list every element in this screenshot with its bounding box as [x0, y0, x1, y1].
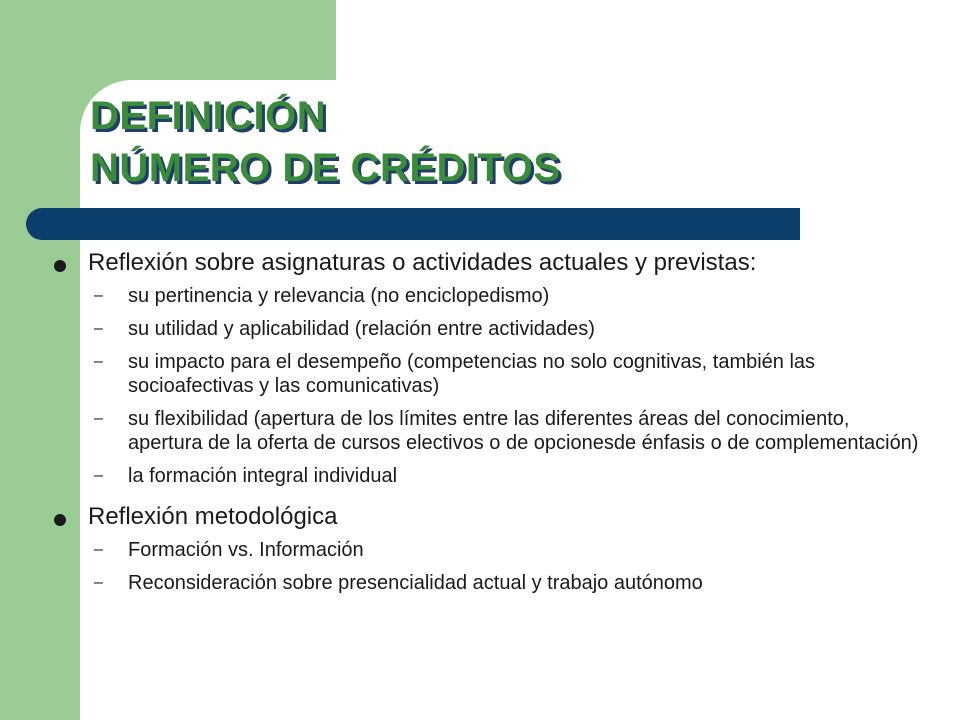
- title-line-1: DEFINICIÓN: [90, 94, 327, 138]
- dash-marker: –: [94, 320, 103, 337]
- bullet-dot-icon: [54, 260, 66, 272]
- sub-item-text: su impacto para el desempeño (competencias no solo cognitivas, también las socioafectivas y las comunicativas): [128, 351, 816, 397]
- sub-item-text: su flexibilidad (apertura de los límites entre las diferentes áreas del conocimiento, apertura de la oferta de cursos electivos o de opcionesde énfasis o de complementación): [128, 408, 919, 454]
- sub-item-text: Reconsideración sobre presencialidad actual y trabajo autónomo: [128, 572, 703, 594]
- bullet-dot-icon: [54, 514, 66, 526]
- sub-item-text: su pertinencia y relevancia (no enciclopedismo): [128, 285, 550, 307]
- slide-title: [90, 90, 790, 194]
- bullet-text: Reflexión sobre asignaturas o actividades actuales y previstas:: [88, 249, 757, 276]
- sub-item: [88, 538, 910, 562]
- sub-list: [88, 538, 910, 595]
- sub-list: [88, 284, 919, 488]
- sub-item-text: la formación integral individual: [128, 465, 398, 487]
- bullet-item: [50, 248, 919, 488]
- dash-marker: –: [94, 574, 103, 591]
- sub-item-text: Formación vs. Información: [128, 539, 364, 561]
- sub-item: [88, 464, 910, 488]
- dash-marker: –: [94, 467, 103, 484]
- dash-marker: –: [94, 410, 103, 427]
- dash-marker: –: [94, 353, 103, 370]
- title-line-2: NÚMERO DE CRÉDITOS: [90, 146, 561, 190]
- bullet-text: Reflexión metodológica: [88, 503, 338, 530]
- sub-item: [88, 571, 910, 595]
- sub-item: [88, 407, 919, 455]
- bullet-item: [50, 502, 910, 595]
- slide-content: [50, 248, 919, 609]
- sub-item: [88, 350, 910, 398]
- sub-item-text: su utilidad y aplicabilidad (relación entre actividades): [128, 318, 595, 340]
- dash-marker: –: [94, 287, 103, 304]
- dash-marker: –: [94, 541, 103, 558]
- sub-item: [88, 284, 910, 308]
- title-underline-bar: [26, 208, 800, 240]
- sub-item: [88, 317, 910, 341]
